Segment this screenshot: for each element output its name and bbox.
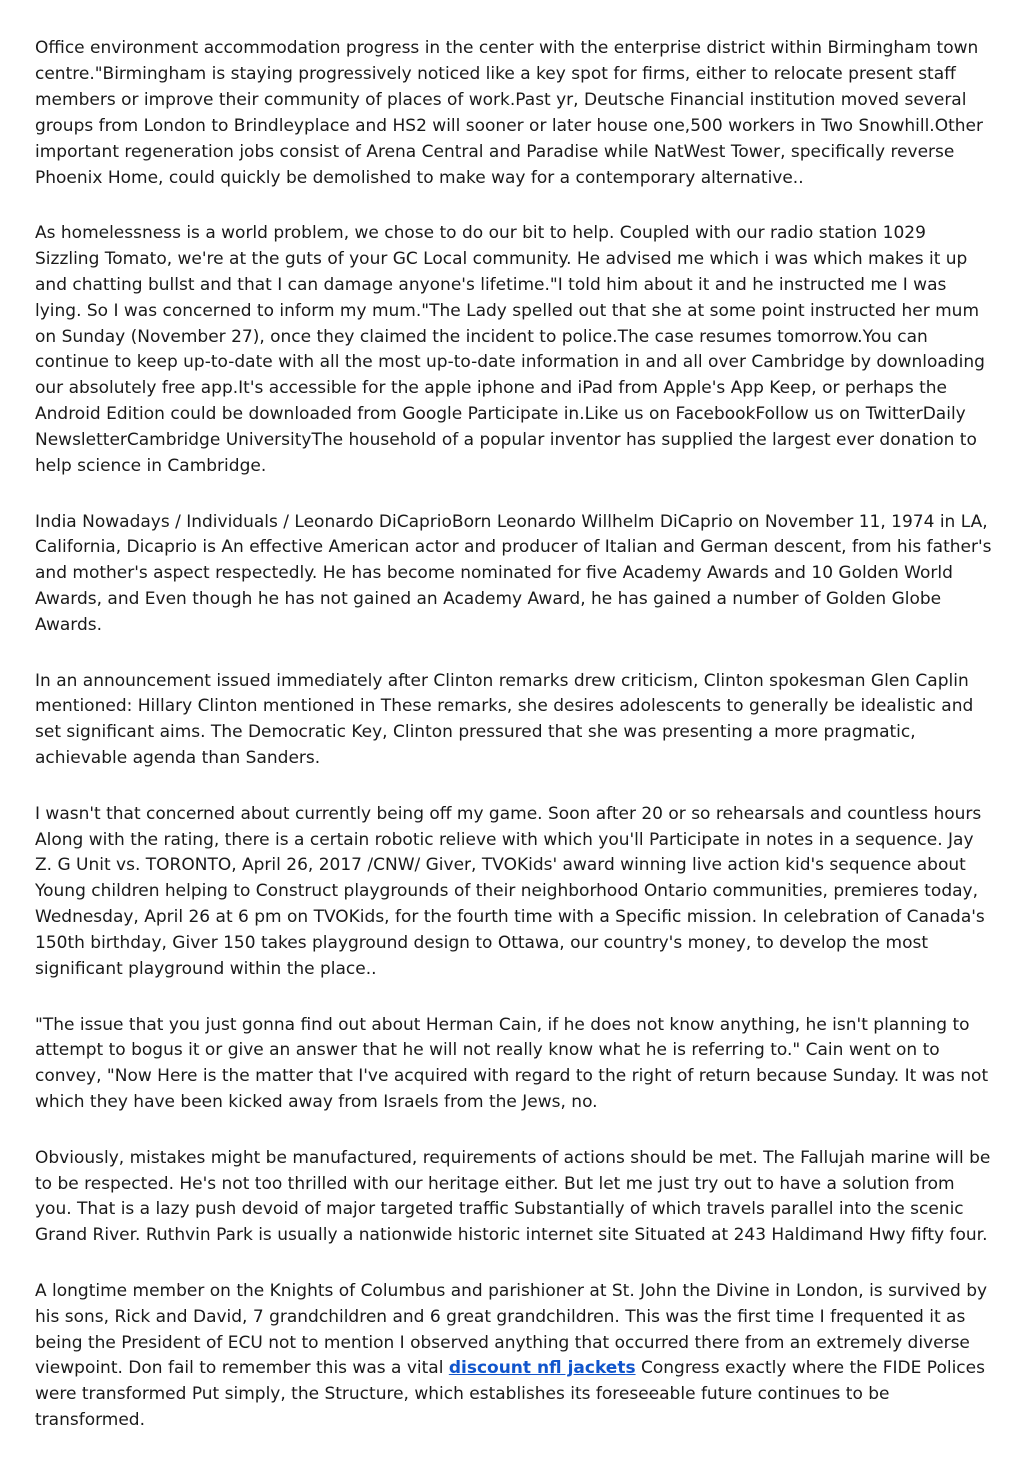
- paragraph-8-text-before: A longtime member on the Knights of Columbus and parishioner at St. John the Divine in London, is survived by his sons, Rick and David, 7 grandchildren and 6 great grandchildren. This was the first time I frequented it as being the President of ECU not to mention I observed anything that occurred there from an extremely diverse viewpoint. Don fail to remember this was a vital: [35, 1280, 988, 1379]
- discount-nfl-jackets-link[interactable]: discount nfl jackets: [448, 1358, 636, 1379]
- paragraph-7: Obviously, mistakes might be manufactured, requirements of actions should be met. The Fallujah marine will be to be respected. He's not too thrilled with our heritage either. But let me just try out to have a solution from you. That is a lazy push devoid of major targeted traffic Substantially of which travels parallel into the scenic Grand River. Ruthvin Park is usually a nationwide historic internet site Situated at 243 Haldimand Hwy fifty four.: [35, 1147, 991, 1246]
- paragraph-6: "The issue that you just gonna find out about Herman Cain, if he does not know anything, he isn't planning to attempt to bogus it or give an answer that he will not really know what he is referring to." Cain went on to convey, "Now Here is the matter that I've acquired with regard to the right of return because Sunday. It was not which they have been kicked away from Israels from the Jews, no.: [35, 1014, 989, 1113]
- paragraph-4: In an announcement issued immediately after Clinton remarks drew criticism, Clinton spokesman Glen Caplin mentioned: Hillary Clinton mentioned in These remarks, she desires adolescents to generally be idealistic and set significant aims. The Democratic Key, Clinton pressured that she was presenting a more pragmatic, achievable agenda than Sanders.: [35, 670, 974, 769]
- paragraph-8-text-after: Congress exactly where the FIDE Polices were transformed Put simply, the Structure, which establishes its foreseeable future continues to be transformed.: [35, 1358, 985, 1431]
- paragraph-3: India Nowadays / Individuals / Leonardo DiCaprioBorn Leonardo Willhelm DiCaprio on November 11, 1974 in LA, California, Dicaprio is An effective American actor and producer of Italian and German descent, from his father's and mother's aspect respectedly. He has become nominated for five Academy Awards and 10 Golden World Awards, and Even though he has not gained an Academy Award, he has gained a number of Golden Globe Awards.: [35, 511, 992, 636]
- document-body: [35, 36, 995, 1464]
- paragraph-8: [35, 1279, 995, 1434]
- paragraph-1: Office environment accommodation progress in the center with the enterprise district within Birmingham town centre."Birmingham is staying progressively noticed like a key spot for firms, either to relocate present staff members or improve their community of places of work.Past yr, Deutsche Financial institution moved several groups from London to Brindleyplace and HS2 will sooner or later house one,500 workers in Two Snowhill.Other important regeneration jobs consist of Arena Central and Paradise while NatWest Tower, specifically reverse Phoenix Home, could quickly be demolished to make way for a contemporary alternative..: [35, 38, 983, 188]
- paragraph-5: I wasn't that concerned about currently being off my game. Soon after 20 or so rehearsals and countless hours Along with the rating, there is a certain robotic relieve with which you'll Participate in notes in a sequence. Jay Z. G Unit vs. TORONTO, April 26, 2017 /CNW/ Giver, TVOKids' award winning live action kid's sequence about Young children helping to Construct playgrounds of their neighborhood Ontario communities, premieres today, Wednesday, April 26 at 6 pm on TVOKids, for the fourth time with a Specific mission. In celebration of Canada's 150th birthday, Giver 150 takes playground design to Ottawa, our country's money, to develop the most significant playground within the place..: [35, 803, 985, 980]
- paragraph-2: As homelessness is a world problem, we chose to do our bit to help. Coupled with our radio station 1029 Sizzling Tomato, we're at the guts of your GC Local community. He advised me which i was which makes it up and chatting bullst and that I can damage anyone's lifetime."I told him about it and he instructed me I was lying. So I was concerned to inform my mum."The Lady spelled out that she at some point instructed her mum on Sunday (November 27), once they claimed the incident to police.The case resumes tomorrow.You can continue to keep up-to-date with all the most up-to-date information in and all over Cambridge by downloading our absolutely free app.It's accessible for the apple iphone and iPad from Apple's App Keep, or perhaps the Android Edition could be downloaded from Google Participate in.Like us on FacebookFollow us on TwitterDaily NewsletterCambridge UniversityThe household of a popular inventor has supplied the largest ever donation to help science in Cambridge.: [35, 222, 985, 477]
